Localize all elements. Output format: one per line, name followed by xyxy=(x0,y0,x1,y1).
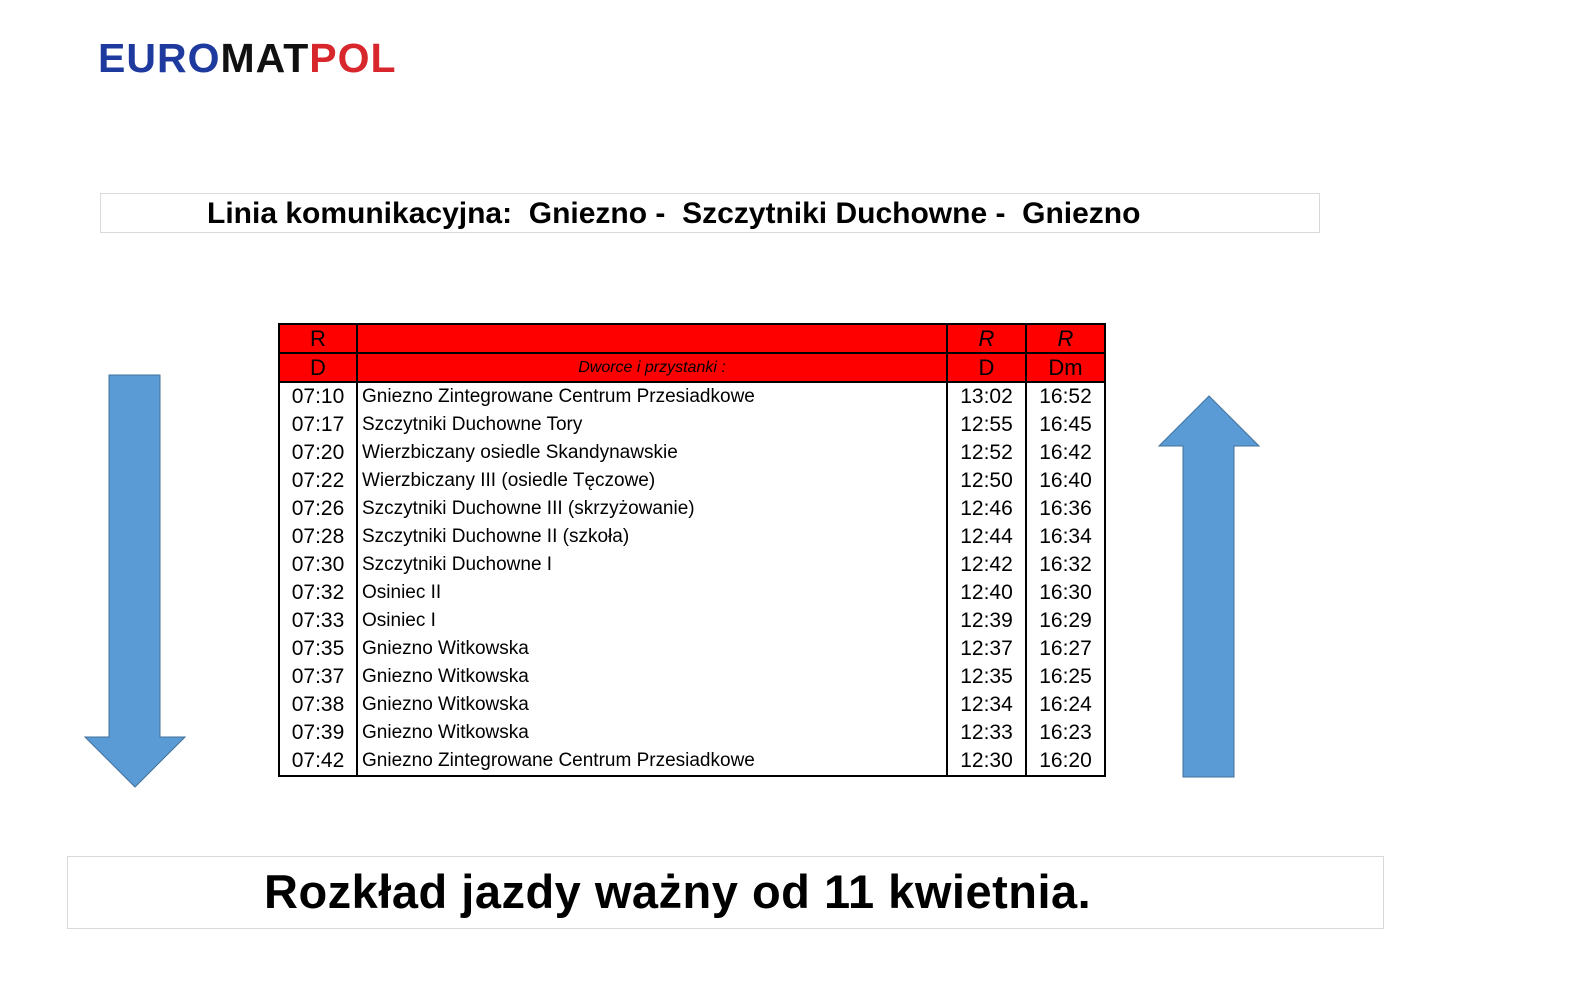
header-cell: Dm xyxy=(1026,353,1105,382)
stop-name-cell: Szczytniki Duchowne III (skrzyżowanie) xyxy=(357,495,947,523)
departure-time-cell: 07:32 xyxy=(279,579,357,607)
timetable xyxy=(278,323,1106,777)
return-time-dm-cell: 16:23 xyxy=(1026,719,1105,747)
table-row xyxy=(279,439,1105,467)
stop-name-cell: Gniezno Witkowska xyxy=(357,635,947,663)
return-time-dm-cell: 16:45 xyxy=(1026,411,1105,439)
table-row xyxy=(279,691,1105,719)
valid-from-box xyxy=(67,856,1384,929)
arrow-down-icon xyxy=(84,374,186,789)
table-row xyxy=(279,579,1105,607)
header-stops-label: Dworce i przystanki : xyxy=(357,353,947,382)
header-row-bottom xyxy=(279,353,1105,382)
stop-name-cell: Gniezno Witkowska xyxy=(357,691,947,719)
stop-name-cell: Wierzbiczany III (osiedle Tęczowe) xyxy=(357,467,947,495)
header-cell: R xyxy=(1026,324,1105,353)
return-time-dm-cell: 16:20 xyxy=(1026,747,1105,776)
return-time-cell: 12:39 xyxy=(947,607,1026,635)
departure-time-cell: 07:17 xyxy=(279,411,357,439)
arrow-up-icon xyxy=(1158,395,1260,779)
return-time-cell: 12:44 xyxy=(947,523,1026,551)
logo-part-mat: MAT xyxy=(220,35,310,81)
return-time-dm-cell: 16:32 xyxy=(1026,551,1105,579)
departure-time-cell: 07:33 xyxy=(279,607,357,635)
departure-time-cell: 07:26 xyxy=(279,495,357,523)
departure-time-cell: 07:42 xyxy=(279,747,357,776)
return-time-cell: 12:37 xyxy=(947,635,1026,663)
departure-time-cell: 07:39 xyxy=(279,719,357,747)
stop-name-cell: Gniezno Zintegrowane Centrum Przesiadkowe xyxy=(357,747,947,776)
valid-from-text: Rozkład jazdy ważny od 11 kwietnia. xyxy=(264,865,1092,918)
return-time-cell: 12:30 xyxy=(947,747,1026,776)
stop-name-cell: Szczytniki Duchowne I xyxy=(357,551,947,579)
logo-part-euro: EURO xyxy=(98,35,221,81)
header-cell: D xyxy=(279,353,357,382)
table-row xyxy=(279,382,1105,411)
return-time-dm-cell: 16:34 xyxy=(1026,523,1105,551)
stop-name-cell: Osiniec I xyxy=(357,607,947,635)
stop-name-cell: Osiniec II xyxy=(357,579,947,607)
return-time-cell: 12:50 xyxy=(947,467,1026,495)
table-row xyxy=(279,495,1105,523)
table-row xyxy=(279,551,1105,579)
return-time-cell: 12:55 xyxy=(947,411,1026,439)
departure-time-cell: 07:38 xyxy=(279,691,357,719)
stop-name-cell: Wierzbiczany osiedle Skandynawskie xyxy=(357,439,947,467)
header-cell: D xyxy=(947,353,1026,382)
departure-time-cell: 07:10 xyxy=(279,382,357,411)
return-time-dm-cell: 16:24 xyxy=(1026,691,1105,719)
departure-time-cell: 07:22 xyxy=(279,467,357,495)
return-time-cell: 12:35 xyxy=(947,663,1026,691)
departure-time-cell: 07:35 xyxy=(279,635,357,663)
header-cell xyxy=(357,324,947,353)
return-time-dm-cell: 16:40 xyxy=(1026,467,1105,495)
header-row-top xyxy=(279,324,1105,353)
stop-name-cell: Szczytniki Duchowne II (szkoła) xyxy=(357,523,947,551)
stop-name-cell: Gniezno Zintegrowane Centrum Przesiadkowe xyxy=(357,382,947,411)
return-time-dm-cell: 16:30 xyxy=(1026,579,1105,607)
return-time-dm-cell: 16:25 xyxy=(1026,663,1105,691)
table-row xyxy=(279,411,1105,439)
return-time-cell: 12:34 xyxy=(947,691,1026,719)
departure-time-cell: 07:28 xyxy=(279,523,357,551)
departure-time-cell: 07:20 xyxy=(279,439,357,467)
header-cell: R xyxy=(279,324,357,353)
table-row xyxy=(279,523,1105,551)
euromatpol-logo xyxy=(98,35,397,81)
return-time-cell: 12:46 xyxy=(947,495,1026,523)
logo-part-pol: POL xyxy=(309,35,397,81)
return-time-dm-cell: 16:42 xyxy=(1026,439,1105,467)
stop-name-cell: Szczytniki Duchowne Tory xyxy=(357,411,947,439)
table-row xyxy=(279,747,1105,776)
departure-time-cell: 07:37 xyxy=(279,663,357,691)
return-time-dm-cell: 16:52 xyxy=(1026,382,1105,411)
table-row xyxy=(279,607,1105,635)
line-title: Linia komunikacyjna: Gniezno - Szczytniki Duchowne - Gniezno xyxy=(207,197,1141,230)
return-time-cell: 12:33 xyxy=(947,719,1026,747)
table-row xyxy=(279,635,1105,663)
departure-time-cell: 07:30 xyxy=(279,551,357,579)
table-row xyxy=(279,467,1105,495)
header-cell: R xyxy=(947,324,1026,353)
return-time-cell: 12:40 xyxy=(947,579,1026,607)
return-time-cell: 13:02 xyxy=(947,382,1026,411)
stop-name-cell: Gniezno Witkowska xyxy=(357,663,947,691)
return-time-dm-cell: 16:27 xyxy=(1026,635,1105,663)
table-row xyxy=(279,719,1105,747)
return-time-dm-cell: 16:29 xyxy=(1026,607,1105,635)
stop-name-cell: Gniezno Witkowska xyxy=(357,719,947,747)
return-time-dm-cell: 16:36 xyxy=(1026,495,1105,523)
return-time-cell: 12:42 xyxy=(947,551,1026,579)
line-title-box xyxy=(100,193,1320,233)
table-row xyxy=(279,663,1105,691)
return-time-cell: 12:52 xyxy=(947,439,1026,467)
